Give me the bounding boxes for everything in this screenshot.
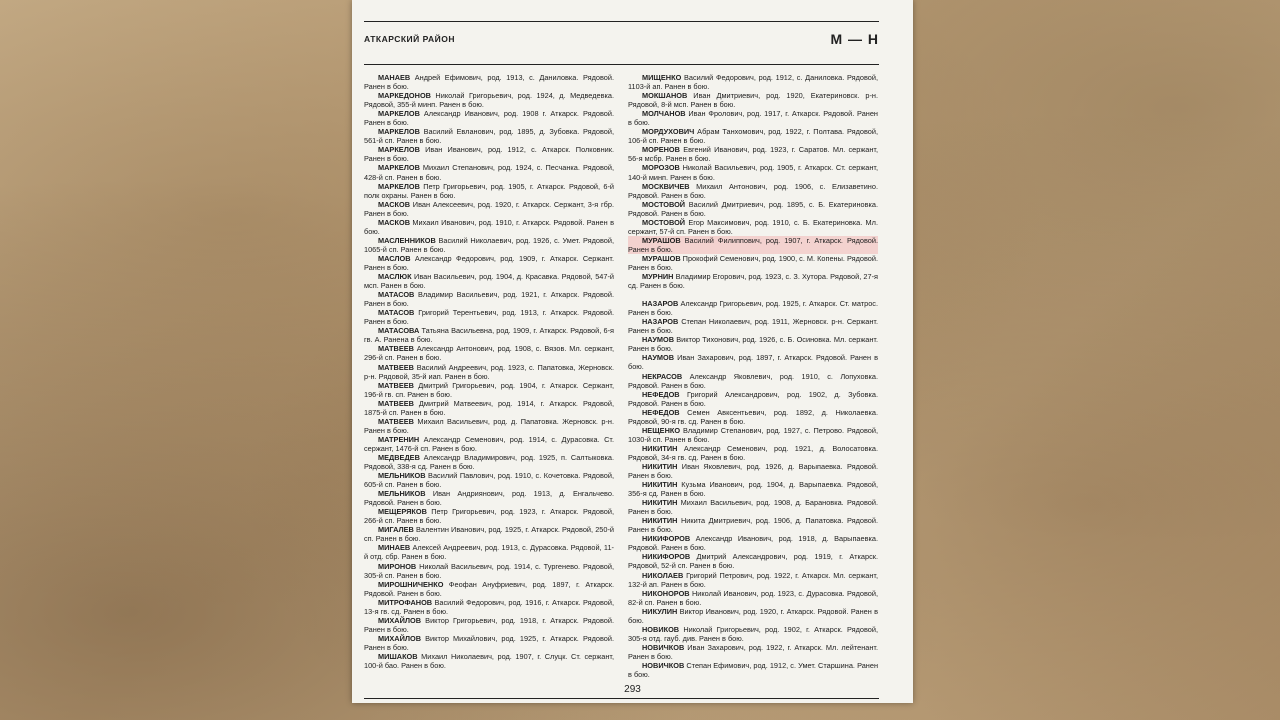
entry-details: Степан Николаевич, род. 1911, Жерновск. р-н. Сержант. Ранен в бою. (628, 317, 878, 336)
entry (628, 643, 878, 661)
entry (628, 109, 878, 127)
left-column (364, 73, 614, 670)
entry-details: Василий Дмитриевич, род. 1895, с. Б. Екатериновка. Рядовой. Ранен в бою. (628, 199, 878, 218)
document-page (352, 0, 913, 703)
entry-details: Иван Васильевич, род. 1904, д. Красавка. Рядовой, 547-й мсп. Ранен в бою. (364, 272, 614, 291)
entry-surname: МИГАЛЕВ (378, 525, 414, 535)
entry-surname: НЕФЕДОВ (642, 407, 680, 417)
entry-details: Виктор Тихонович, род. 1926, с. Б. Осиновка. Мл. сержант. Ранен в бою. (628, 335, 878, 354)
entry-surname: МАТВЕЕВ (378, 416, 414, 426)
entry-details: Михаил Иванович, род. 1910, г. Аткарск. Рядовой. Ранен в бою. (364, 217, 614, 236)
entry (364, 109, 614, 127)
entry (628, 444, 878, 462)
entry-details: Татьяна Васильевна, род. 1909, г. Аткарск. Рядовой, 6-я гв. А. Ранена в бою. (364, 326, 614, 345)
entry (628, 534, 878, 552)
entry (364, 344, 614, 362)
entry-surname: МЕЩЕРЯКОВ (378, 507, 427, 517)
entry-surname: МАТАСОВ (378, 308, 415, 318)
entry (628, 372, 878, 390)
entry (628, 589, 878, 607)
entry-details: Александр Иванович, род. 1908 г. Аткарск. Рядовой. Ранен в бою. (364, 109, 614, 128)
letter-range-header: М — Н (830, 31, 879, 47)
entry-surname: МАСКОВ (378, 199, 411, 209)
header-rule (364, 64, 879, 65)
entry-surname: МАТВЕЕВ (378, 380, 414, 390)
entry-details: Александр Яковлевич, род. 1910, с. Лопуховка. Рядовой. Ранен в бою. (628, 371, 878, 390)
entry-details: Петр Григорьевич, род. 1905, г. Аткарск. Рядовой, 6-й полк охраны. Ранен в бою. (364, 181, 614, 200)
top-rule (364, 21, 879, 22)
entry-details: Дмитрий Матвеевич, род. 1914, г. Аткарск. Рядовой, 1875-й сп. Ранен в бою. (364, 398, 614, 417)
entry-surname: НЕЩЕНКО (642, 425, 681, 435)
district-header: АТКАРСКИЙ РАЙОН (364, 34, 456, 44)
entry-details: Иван Яковлевич, род. 1926, д. Варыпаевка. Рядовой. Ранен в бою. (628, 461, 878, 481)
entry-surname: НИКОЛАЕВ (642, 570, 684, 580)
entry-surname: МОРОЗОВ (642, 163, 680, 173)
entry-details: Степан Ефимович, род. 1912, с. Умет. Старшина. Ранен в бою. (628, 661, 878, 680)
entry-details: Василий Федорович, род. 1912, с. Даниловка. Рядовой, 1103-й ап. Ранен в бою. (628, 73, 878, 92)
entry (628, 127, 878, 145)
entry (364, 363, 614, 381)
entry-surname: МАСЛЮК (378, 272, 412, 282)
entry-details: Иван Иванович, род. 1912, с. Аткарск. Полковник. Ранен в бою. (364, 145, 614, 164)
entry-details: Николай Васильевич, род. 1914, с. Тургенево. Рядовой, 305-й сп. Ранен в бою. (364, 561, 614, 580)
entry-details: Иван Дмитриевич, род. 1920, Екатериновск. р-н. Рядовой, 8-й мсп. Ранен в бою. (628, 91, 878, 110)
entry-details: Григорий Терентьевич, род. 1913, г. Аткарск. Рядовой. Ранен в бою. (364, 308, 614, 327)
entry (628, 426, 878, 444)
entry-surname: МАТВЕЕВ (378, 398, 414, 408)
entry-details: Василий Павлович, род. 1910, с. Кочетовка. Рядовой, 605-й сп. Ранен в бою. (364, 471, 614, 490)
entry-surname: МИХАЙЛОВ (378, 633, 422, 643)
entry-details: Александр Семенович, род. 1921, д. Волосатовка. Рядовой, 34-я гв. сд. Ранен в бою. (628, 443, 878, 462)
entry-details: Михаил Антонович, род. 1906, с. Елизаветино. Рядовой. Ранен в бою. (628, 181, 878, 200)
entry-details: Дмитрий Александрович, род. 1919, г. Аткарск. Рядовой, 52-й сп. Ранен в бою. (628, 552, 878, 571)
entry-surname: МАРКЕЛОВ (378, 145, 420, 155)
entry-details: Виктор Иванович, род. 1920, г. Аткарск. Рядовой. Ранен в бою. (628, 606, 878, 625)
entry (364, 489, 614, 507)
entry-details: Владимир Степанович, род. 1927, с. Петрово. Рядовой, 1030-й сп. Ранен в бою. (628, 425, 878, 444)
entry-surname: НИКИТИН (642, 480, 678, 490)
entry (364, 453, 614, 471)
entry (628, 462, 878, 480)
entry-details: Василий Николаевич, род. 1926, с. Умет. Рядовой, 1065-й сп. Ранен в бою. (364, 235, 614, 254)
entry-surname: МОРДУХОВИЧ (642, 127, 695, 137)
entry (364, 182, 614, 200)
highlighted-entry (628, 236, 878, 254)
entry-details: Михаил Васильевич, род. 1908, д. Барановка. Рядовой. Ранен в бою. (628, 498, 878, 517)
entry (628, 516, 878, 534)
entry-surname: МОЛЧАНОВ (642, 109, 686, 119)
entry (628, 607, 878, 625)
entry (364, 218, 614, 236)
entry-surname: МИРОШНИЧЕНКО (378, 579, 444, 589)
entry-details: Василий Евланович, род. 1895, д. Зубовка. Рядовой, 561-й сп. Ранен в бою. (364, 127, 614, 146)
entry-surname: НИКИТИН (642, 516, 678, 526)
entry-surname: НАУМОВ (642, 353, 675, 363)
entry-surname: МОСТОВОЙ (642, 217, 686, 227)
entry-surname: НАУМОВ (642, 335, 675, 345)
entry-details: Евгений Иванович, род. 1923, г. Саратов. Мл. сержант, 56-я мсбр. Ранен в бою. (628, 145, 878, 164)
entry-details: Александр Григорьевич, род. 1925, г. Аткарск. Ст. матрос. Ранен в бою. (628, 299, 878, 318)
entry-details: Василий Филиппович, род. 1907, г. Аткарск. Рядовой. Ранен в бою. (628, 235, 878, 254)
entry-details: Михаил Николаевич, род. 1907, г. Слуцк. Ст. сержант, 100-й бао. Ранен в бою. (364, 652, 614, 671)
entry-surname: НЕФЕДОВ (642, 389, 680, 399)
entry-details: Андрей Ефимович, род. 1913, с. Даниловка. Рядовой. Ранен в бою. (364, 73, 614, 92)
entry-surname: НИКИФОРОВ (642, 534, 691, 544)
entry-details: Владимир Васильевич, род. 1921, г. Аткарск. Рядовой. Ранен в бою. (364, 290, 614, 309)
entry (628, 661, 878, 679)
entry (628, 218, 878, 236)
entry-surname: МЕЛЬНИКОВ (378, 489, 426, 499)
bottom-rule (364, 698, 879, 699)
entry-details: Николай Григорьевич, род. 1924, д. Медведевка. Рядовой, 355-й минп. Ранен в бою. (364, 91, 614, 110)
entry-details: Михаил Васильевич, род. д. Папатовка. Жерновск. р-н. Ранен в бою. (364, 416, 614, 435)
entry-surname: МАРКЕДОНОВ (378, 91, 431, 101)
entry (628, 408, 878, 426)
entry-details: Александр Антонович, род. 1908, с. Вязов. Мл. сержант, 296-й сп. Ранен в бою. (364, 344, 614, 363)
entry-details: Виктор Михайлович, род. 1925, г. Аткарск. Рядовой. Ранен в бою. (364, 633, 614, 652)
entry-surname: МОСТОВОЙ (642, 199, 686, 209)
entry (364, 543, 614, 561)
entry-details: Александр Семенович, род. 1914, с. Дурасовка. Ст. сержант, 1476-й сп. Ранен в бою. (364, 434, 614, 453)
entry-surname: НЕКРАСОВ (642, 371, 683, 381)
entry-details: Василий Андреевич, род. 1923, с. Папатовка, Жерновск. р-н. Рядовой, 35-й иап. Ранен в бою. (364, 362, 614, 381)
entry-details: Василий Федорович, род. 1916, г. Аткарск. Рядовой, 13-я гв. сд. Ранен в бою. (364, 597, 614, 616)
entry (364, 127, 614, 145)
entry-surname: МУРАШОВ (642, 253, 681, 263)
entry-surname: МАТРЕНИН (378, 434, 420, 444)
entry-surname: НИКИТИН (642, 443, 678, 453)
entry-details: Николай Григорьевич, род. 1902, г. Аткарск. Рядовой, 305-я отд. гауб. див. Ранен в бою. (628, 624, 878, 643)
entry (628, 552, 878, 570)
entry-details: Прокофий Семенович, род. 1900, с. М. Копены. Рядовой. Ранен в бою. (628, 253, 878, 272)
entry-surname: НОВИКОВ (642, 624, 680, 634)
entry (628, 163, 878, 181)
entry-details: Виктор Григорьевич, род. 1918, г. Аткарск. Рядовой. Ранен в бою. (364, 615, 614, 634)
entry (364, 308, 614, 326)
entry (364, 254, 614, 272)
entry-surname: МАСЛОВ (378, 253, 411, 263)
entry (364, 652, 614, 670)
entry-details: Абрам Танхомович, род. 1922, г. Полтава. Рядовой, 106-й сп. Ранен в бою. (628, 127, 878, 146)
entry (628, 317, 878, 335)
entry (364, 163, 614, 181)
entry-surname: МОСКВИЧЕВ (642, 181, 690, 191)
entry-surname: НИКУЛИН (642, 606, 678, 616)
entry-details: Михаил Степанович, род. 1924, с. Песчанка. Рядовой, 428-й сп. Ранен в бою. (364, 163, 614, 182)
entry (364, 145, 614, 163)
entry (364, 580, 614, 598)
entry (628, 254, 878, 272)
entry (364, 236, 614, 254)
entry-surname: МАТВЕЕВ (378, 362, 414, 372)
entry-surname: НАЗАРОВ (642, 317, 679, 327)
entry (364, 435, 614, 453)
entry-surname: МЕЛЬНИКОВ (378, 471, 426, 481)
entry-details: Иван Андриянович, род. 1913, д. Енгальчево. Рядовой. Ранен в бою. (364, 489, 614, 508)
entry (364, 272, 614, 290)
entry (364, 73, 614, 91)
entry (628, 390, 878, 408)
entry-details: Кузьма Иванович, род. 1904, д. Варыпаевка. Рядовой, 356-я сд. Ранен в бою. (628, 480, 878, 499)
entry-details: Валентин Иванович, род. 1925, г. Аткарск. Рядовой, 250-й сп. Ранен в бою. (364, 525, 614, 544)
entry-surname: МАРКЕЛОВ (378, 109, 420, 119)
entry-surname: НОВИЧКОВ (642, 642, 685, 652)
entry-surname: МИРОНОВ (378, 561, 417, 571)
entry-details: Семен Авксентьевич, род. 1892, д. Николаевка. Рядовой, 90-я гв. сд. Ранен в бою. (628, 407, 878, 426)
entry-surname: МАРКЕЛОВ (378, 181, 420, 191)
entry-surname: МЕДВЕДЕВ (378, 452, 420, 462)
entry-details: Александр Владимирович, род. 1925, п. Салтыковка. Рядовой, 338-я сд. Ранен в бою. (364, 452, 614, 472)
entry-surname: МУРАШОВ (642, 235, 681, 245)
entry-details: Александр Иванович, род. 1918, д. Варыпаевка. Рядовой. Ранен в бою. (628, 534, 878, 553)
entry-surname: МАТАСОВА (378, 326, 420, 336)
entry-details: Иван Захарович, род. 1922, г. Аткарск. Мл. лейтенант. Ранен в бою. (628, 642, 878, 661)
entry-details: Николай Васильевич, род. 1905, г. Аткарск. Ст. сержант, 140-й минп. Ранен в бою. (628, 163, 878, 182)
entry-surname: МИХАЙЛОВ (378, 615, 422, 625)
entry-surname: МАНАЕВ (378, 73, 411, 82)
entry (364, 290, 614, 308)
entry-surname: НАЗАРОВ (642, 299, 679, 309)
entry (628, 145, 878, 163)
entry (364, 507, 614, 525)
entry-surname: МАРКЕЛОВ (378, 127, 420, 137)
entry-details: Иван Фролович, род. 1917, г. Аткарск. Рядовой. Ранен в бою. (628, 109, 878, 128)
entry-surname: МАСКОВ (378, 217, 411, 227)
entry (364, 471, 614, 489)
entry-surname: МАТВЕЕВ (378, 344, 414, 354)
entry (628, 91, 878, 109)
right-column (628, 73, 878, 679)
entry (364, 417, 614, 435)
entry-details: Феофан Ануфриевич, род. 1897, г. Аткарск. Рядовой. Ранен в бою. (364, 579, 614, 598)
entry (628, 335, 878, 353)
entry (628, 182, 878, 200)
entry-details: Александр Федорович, род. 1909, г. Аткарск. Сержант. Ранен в бою. (364, 253, 614, 272)
entry-details: Григорий Петрович, род. 1922, г. Аткарск. Мл. сержант, 132-й ап. Ранен в бою. (628, 570, 878, 589)
entry (628, 571, 878, 589)
entry (364, 326, 614, 344)
entry-details: Иван Захарович, род. 1897, г. Аткарск. Рядовой. Ранен в бою. (628, 353, 878, 372)
entry (628, 299, 878, 317)
entry-surname: МИЩЕНКО (642, 73, 682, 82)
entry (364, 91, 614, 109)
entry (628, 353, 878, 371)
letter-section-gap (628, 290, 878, 299)
page-number: 293 (624, 684, 641, 695)
entry-surname: МИШАКОВ (378, 652, 418, 661)
entry-details: Петр Григорьевич, род. 1923, г. Аткарск. Рядовой, 266-й сп. Ранен в бою. (364, 507, 614, 526)
entry (364, 525, 614, 543)
entry (364, 381, 614, 399)
entry-details: Николай Иванович, род. 1923, с. Дурасовка. Рядовой, 82-й сп. Ранен в бою. (628, 588, 878, 607)
entry-surname: НИКИФОРОВ (642, 552, 691, 562)
entry (364, 200, 614, 218)
entry-surname: НИКИТИН (642, 461, 678, 471)
entry (628, 272, 878, 290)
entry-surname: МИТРОФАНОВ (378, 597, 433, 607)
entry (364, 616, 614, 634)
entry-details: Григорий Александрович, род. 1902, д. Зубовка. Рядовой. Ранен в бою. (628, 389, 878, 408)
entry-details: Алексей Андреевич, род. 1913, с. Дурасовка. Рядовой, 11-й отд. сбр. Ранен в бою. (364, 543, 614, 562)
entry (364, 399, 614, 417)
entry-details: Владимир Егорович, род. 1923, с. З. Хутора. Рядовой, 27-я сд. Ранен в бою. (628, 272, 878, 291)
entry-details: Егор Максимович, род. 1910, с. Б. Екатериновка. Мл. сержант, 57-й сп. Ранен в бою. (628, 217, 878, 236)
entry-surname: МИНАЕВ (378, 543, 411, 553)
entry-details: Дмитрий Григорьевич, род. 1904, г. Аткарск. Сержант, 196-й гв. сп. Ранен в бою. (364, 380, 614, 399)
entry (364, 634, 614, 652)
entry (364, 598, 614, 616)
entry-details: Никита Дмитриевич, род. 1906, д. Папатовка. Рядовой. Ранен в бою. (628, 516, 878, 535)
entry-surname: НИКОНОРОВ (642, 588, 690, 598)
entry-surname: МАРКЕЛОВ (378, 163, 420, 173)
entry (628, 480, 878, 498)
entry-surname: МАТАСОВ (378, 290, 415, 300)
entry (364, 562, 614, 580)
entry-surname: НИКИТИН (642, 498, 678, 508)
entry-surname: МАСЛЕННИКОВ (378, 235, 436, 245)
entry-details: Иван Алексеевич, род. 1920, г. Аткарск. Сержант, 3-я гбр. Ранен в бою. (364, 199, 614, 218)
entry (628, 498, 878, 516)
entry-surname: НОВИЧКОВ (642, 661, 685, 670)
entry (628, 73, 878, 91)
entry (628, 625, 878, 643)
entry-surname: МОКШАНОВ (642, 91, 688, 101)
entry (628, 200, 878, 218)
entry-surname: МУРНИН (642, 272, 674, 282)
entry-surname: МОРЕНОВ (642, 145, 680, 155)
